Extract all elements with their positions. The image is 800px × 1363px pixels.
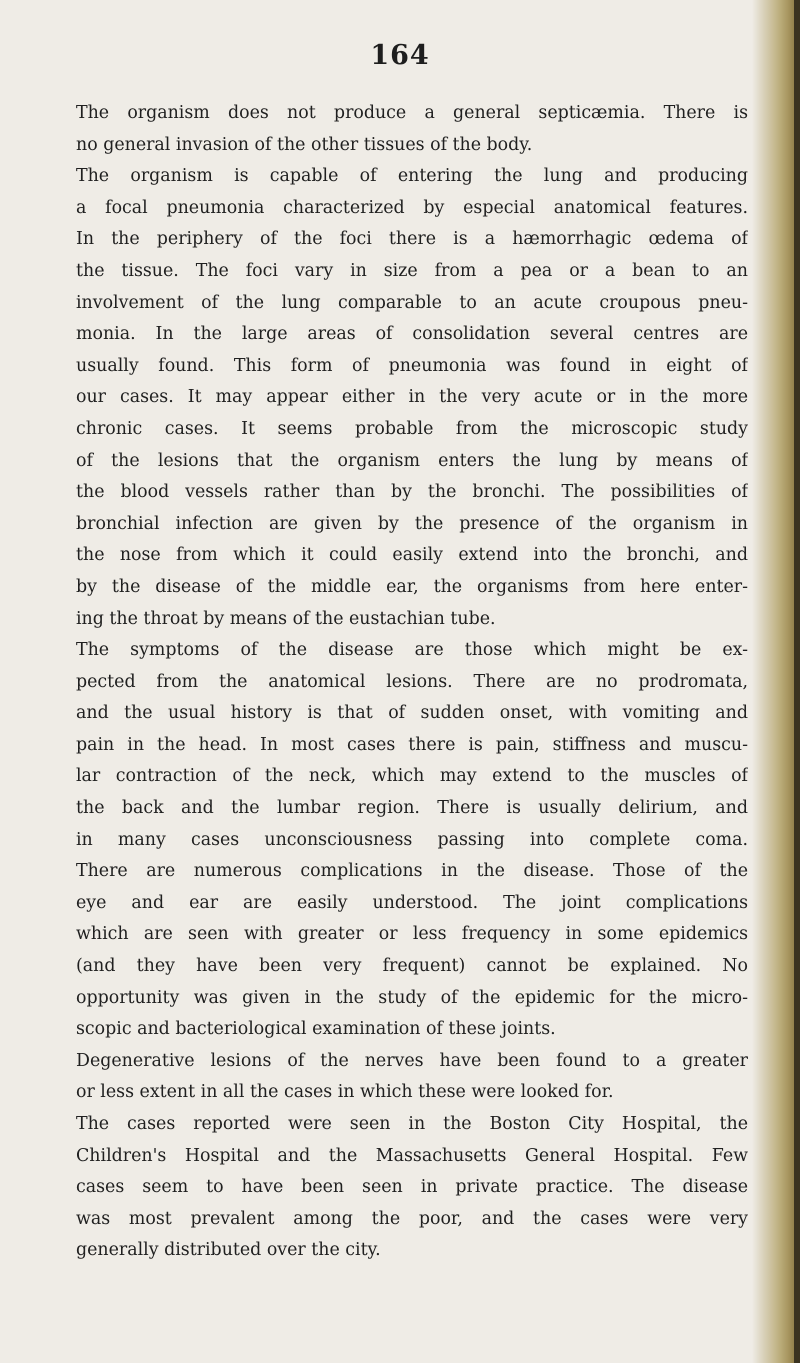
page-edge	[794, 0, 800, 1363]
body-text	[76, 98, 748, 1267]
text-line: (and they have been very frequent) cannot be explained. No	[76, 956, 748, 977]
text-line: in many cases unconsciousness passing into complete coma.	[76, 829, 748, 850]
text-line: the blood vessels rather than by the bronchi. The possibilities of	[76, 482, 748, 503]
text-line: our cases. It may appear either in the very acute or in the more	[76, 387, 748, 408]
text-line: In the periphery of the foci there is a hæmorrhagic œdema of	[76, 229, 748, 250]
text-line: Children's Hospital and the Massachusetts General Hospital. Few	[76, 1145, 748, 1166]
text-line: The organism does not produce a general septicæmia. There is	[76, 103, 748, 123]
text-line: was most prevalent among the poor, and the cases were very	[76, 1208, 748, 1229]
text-line: scopic and bacteriological examination of these joints.	[76, 1019, 556, 1040]
text-line: monia. In the large areas of consolidation several centres are	[76, 324, 748, 345]
page-number: 164	[370, 40, 430, 71]
text-line: a focal pneumonia characterized by especial anatomical features.	[76, 197, 748, 218]
text-line: The organism is capable of entering the lung and producing	[76, 166, 748, 187]
text-line: and the usual history is that of sudden onset, with vomiting and	[76, 703, 748, 724]
text-line: generally distributed over the city.	[76, 1240, 381, 1261]
text-line: Degenerative lesions of the nerves have been found to a greater	[76, 1050, 748, 1071]
text-line: ing the throat by means of the eustachian tube.	[76, 608, 496, 629]
text-line: involvement of the lung comparable to an acute croupous pneu-	[76, 292, 748, 313]
text-line: no general invasion of the other tissues of the body.	[76, 134, 533, 155]
text-line: usually found. This form of pneumonia was found in eight of	[76, 355, 748, 376]
text-line: or less extent in all the cases in which these were looked for.	[76, 1082, 614, 1103]
text-line: eye and ear are easily understood. The joint complications	[76, 892, 748, 913]
text-line: the back and the lumbar region. There is usually delirium, and	[76, 798, 748, 819]
text-line: pain in the head. In most cases there is pain, stiffness and muscu-	[76, 734, 748, 755]
text-line: cases seem to have been seen in private practice. The disease	[76, 1177, 748, 1198]
text-line: pected from the anatomical lesions. There are no prodromata,	[76, 671, 748, 692]
text-line: which are seen with greater or less frequency in some epidemics	[76, 924, 748, 945]
text-line: bronchial infection are given by the presence of the organism in	[76, 513, 748, 534]
text-line: The symptoms of the disease are those which might be ex-	[76, 640, 748, 661]
text-line: the nose from which it could easily extend into the bronchi, and	[76, 545, 748, 566]
text-line: There are numerous complications in the disease. Those of the	[76, 861, 748, 882]
text-line: chronic cases. It seems probable from the microscopic study	[76, 418, 748, 439]
text-line: by the disease of the middle ear, the organisms from here enter-	[76, 576, 748, 597]
text-line: lar contraction of the neck, which may extend to the muscles of	[76, 766, 748, 787]
book-gutter-shadow	[752, 0, 800, 1363]
text-line: the tissue. The foci vary in size from a pea or a bean to an	[76, 260, 748, 281]
text-line: of the lesions that the organism enters the lung by means of	[76, 450, 748, 471]
text-line: The cases reported were seen in the Boston City Hospital, the	[76, 1114, 748, 1134]
text-line: opportunity was given in the study of the epidemic for the micro-	[76, 987, 748, 1008]
